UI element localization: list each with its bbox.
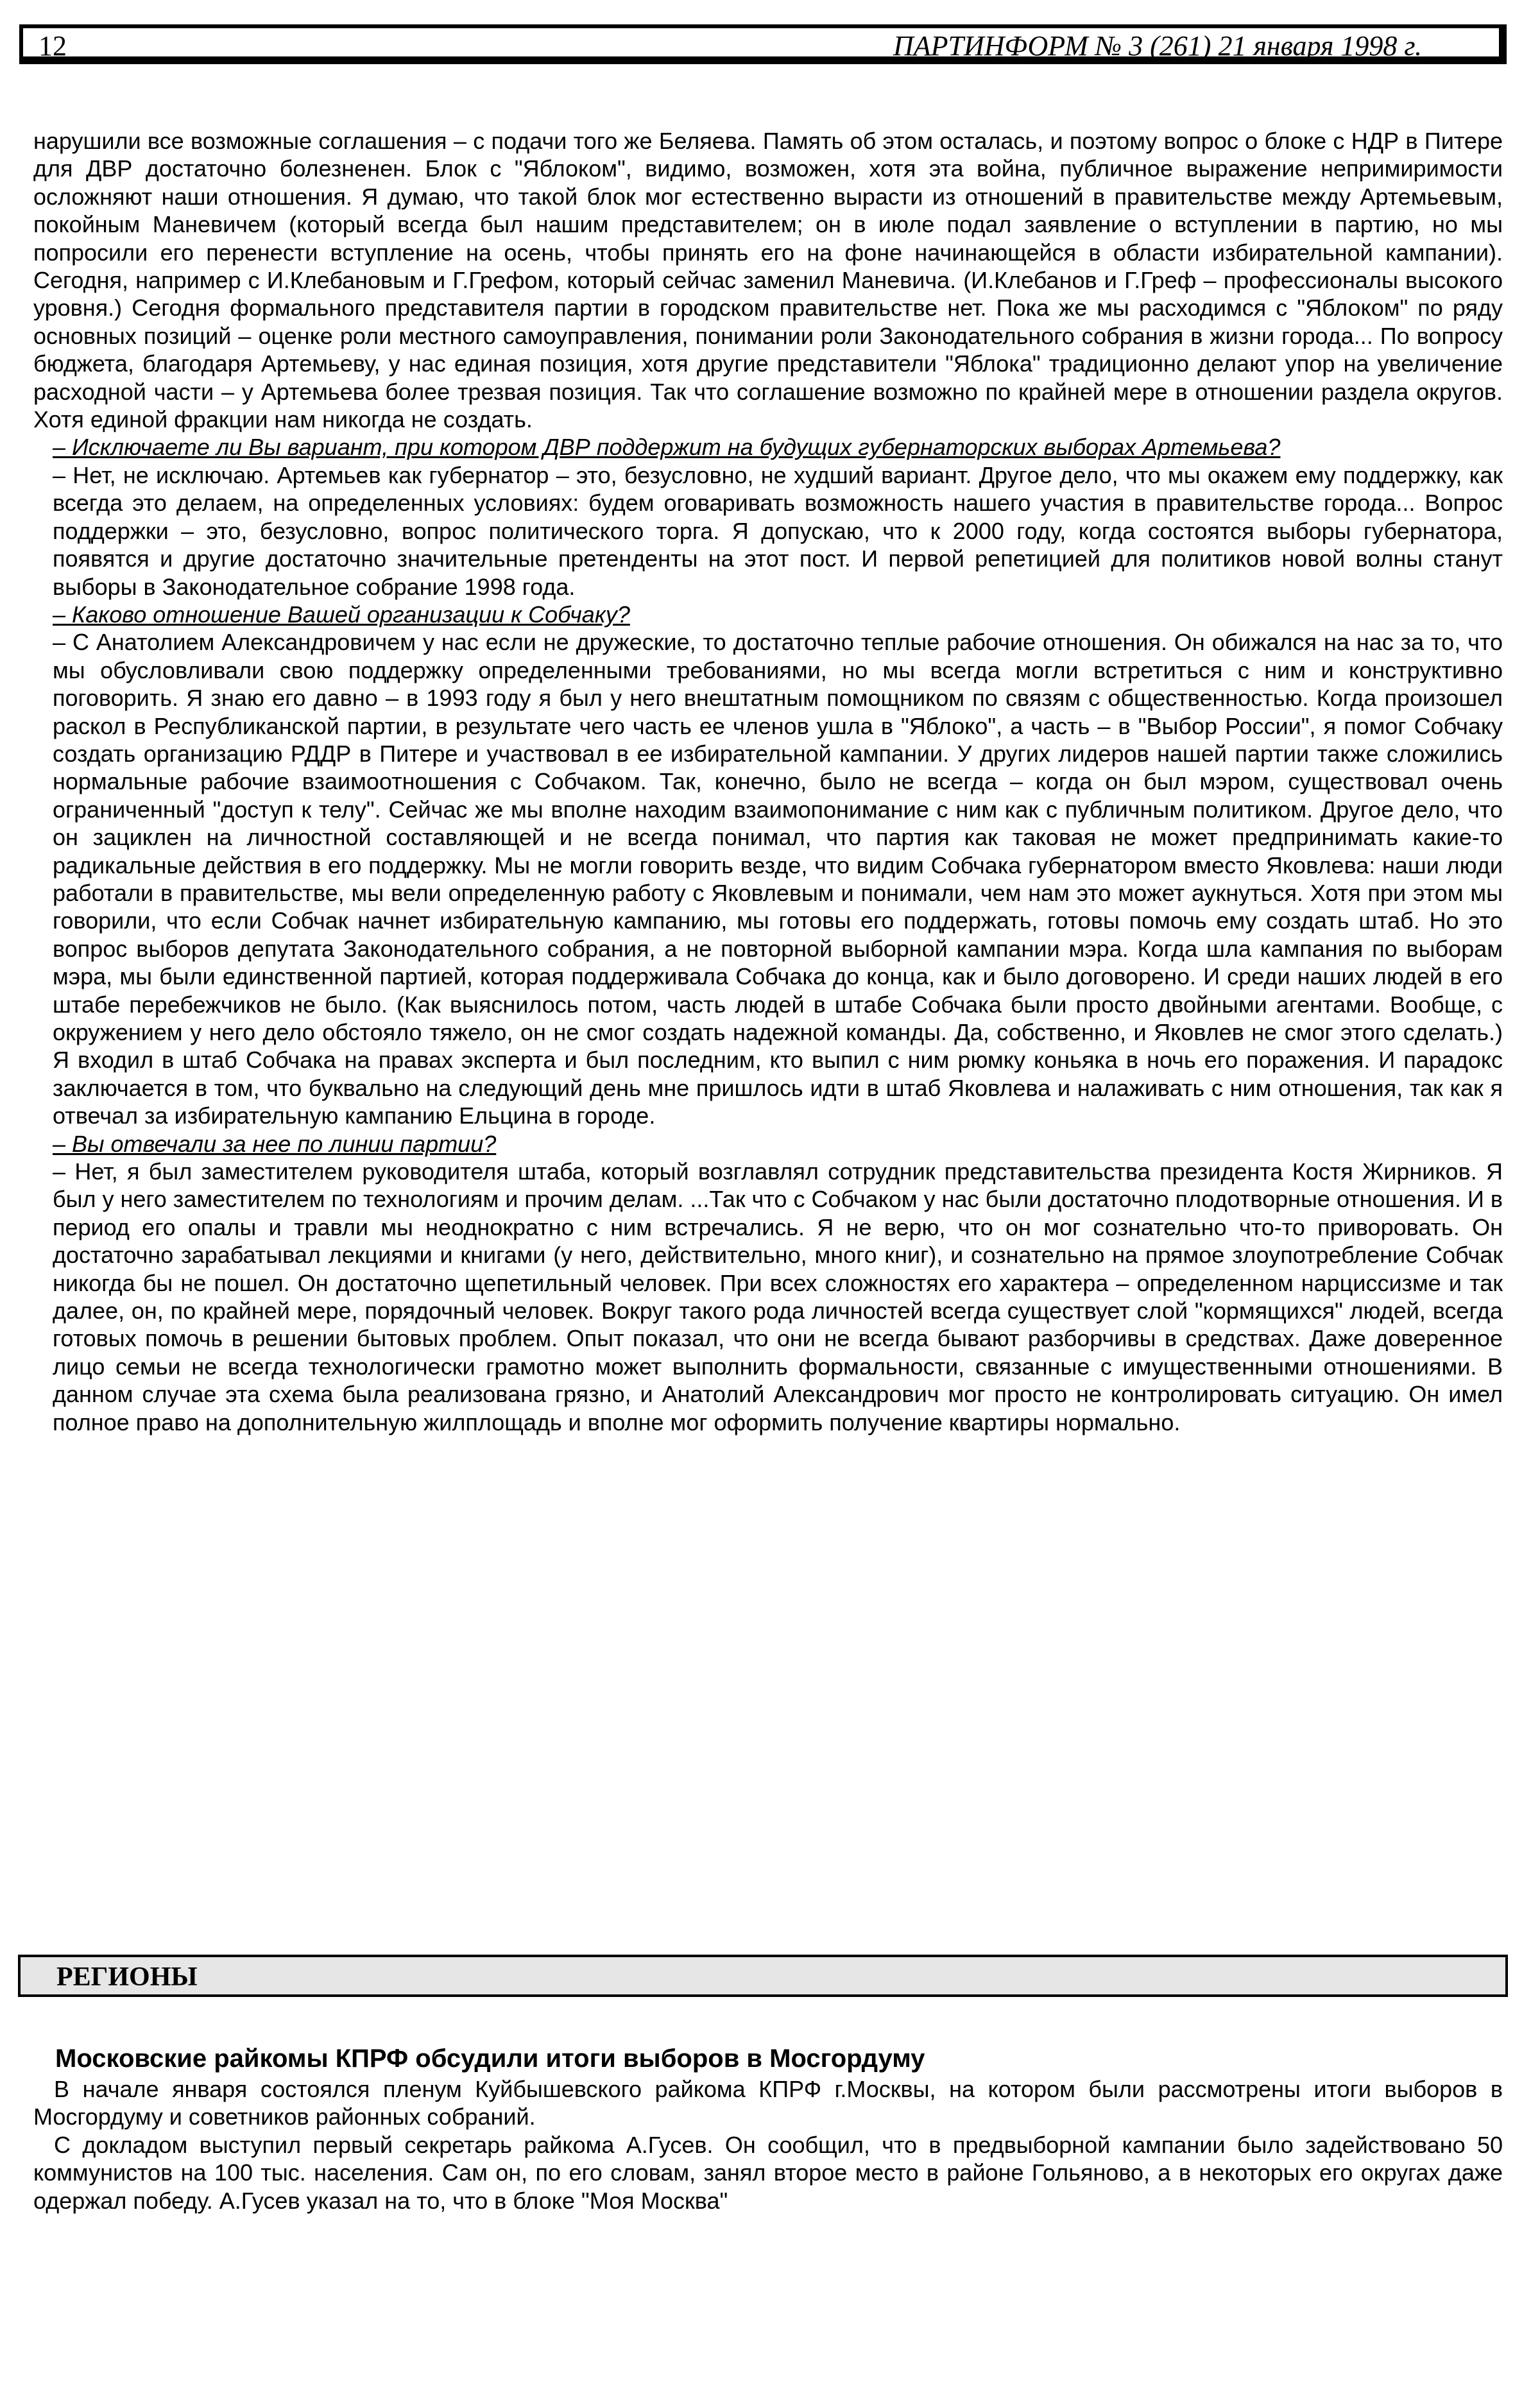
- article-title: Московские райкомы КПРФ обсудили итоги выборов в Мосгордуму: [55, 2044, 925, 2073]
- issue-title: ПАРТИНФОРМ № 3 (261) 21 января 1998 г.: [893, 30, 1422, 62]
- article-body: [33, 2075, 1503, 2215]
- interview-paragraph: – Нет, я был заместителем руководителя штаба, который возглавлял сотрудник представительства президента Костя Жирников. Я был у него заместителем по технологиям и прочим делам. ...Так что с Собчаком у нас были достаточно плодотворные отношения. И в период его опалы и травли мы неоднократно с ним встречались. Я не верю, что он мог сознательно что-то приворовать. Он достаточно зарабатывал лекциями и книгами (у него, действительно, много книг), и сознательно на прямое злоупотребление Собчак никогда бы не пошел. Он достаточно щепетильный человек. При всех сложностях его характера – определенном нарциссизме и так далее, он, по крайней мере, порядочный человек. Вокруг такого рода личностей всегда существует слой "кормящихся" людей, всегда готовых помочь в решении бытовых проблем. Опыт показал, что они не всегда бывают разборчивы в средствах. Даже доверенное лицо семьи не всегда технологически грамотно может выполнить формальности, связанные с имущественными отношениями. В данном случае эта схема была реализована грязно, и Анатолий Александрович мог просто не контролировать ситуацию. Он имел полное право на дополнительную жилплощадь и вполне мог оформить получение квартиры нормально.: [53, 1158, 1503, 1435]
- page-header: [19, 24, 1507, 64]
- article-paragraph: С докладом выступил первый секретарь райкома А.Гусев. Он сообщил, что в предвыборной кампании было задействовано 50 коммунистов на 100 тыс. населения. Сам он, по его словам, занял второе место в районе Гольяново, а в некоторых его округах даже одержал победу. А.Гусев указал на то, что в блоке "Моя Москва": [33, 2131, 1503, 2214]
- interview-paragraph: – Нет, не исключаю. Артемьев как губернатор – это, безусловно, не худший вариант. Другое дело, что мы окажем ему поддержку, как всегда это делаем, на определенных условиях: будем оговаривать возможность нашего участия в правительстве города... Вопрос поддержки – это, безусловно, вопрос политического торга. Я допускаю, что к 2000 году, когда состоятся выборы губернатора, появятся и другие достаточно значительные претенденты на этот пост. И первой репетицией для политиков новой волны станут выборы в Законодательное собрание 1998 года.: [53, 461, 1503, 600]
- section-header: [18, 1955, 1508, 1997]
- section-label: РЕГИОНЫ: [56, 1962, 198, 1992]
- interview-text: [33, 127, 1503, 1436]
- interview-question: – Каково отношение Вашей организации к Собчаку?: [53, 601, 630, 628]
- interview-paragraph: нарушили все возможные соглашения – с подачи того же Беляева. Память об этом осталась, и поэтому вопрос о блоке с НДР в Питере для ДВР достаточно болезненен. Блок с "Яблоком", видимо, возможен, хотя эта война, публичное выражение непримиримости осложняют наши отношения. Я думаю, что такой блок мог естественно вырасти из отношений в правительстве между Артемьевым, покойным Маневичем (который всегда был нашим представителем; он в июле подал заявление о вступлении в партию, но мы попросили его перенести вступление на осень, чтобы принять его на фоне начинающейся в области избирательной кампании). Сегодня, например с И.Клебановым и Г.Грефом, который сейчас заменил Маневича. (И.Клебанов и Г.Греф – профессионалы высокого уровня.) Сегодня формального представителя партии в городском правительстве нет. Пока же мы расходимся с "Яблоком" по ряду основных позиций – оценке роли местного самоуправления, понимании роли Законодательного собрания в жизни города... По вопросу бюджета, благодаря Артемьеву, у нас единая позиция, хотя другие представители "Яблока" традиционно делают упор на увеличение расходной части – у Артемьева более трезвая позиция. Так что соглашение возможно по крайней мере в отношении раздела округов. Хотя единой фракции нам никогда не создать.: [33, 128, 1503, 433]
- page-number: 12: [38, 30, 67, 62]
- interview-question: – Вы отвечали за нее по линии партии?: [53, 1130, 497, 1157]
- interview-question: – Исключаете ли Вы вариант, при котором ДВР поддержит на будущих губернаторских выборах Артемьева?: [53, 434, 1281, 461]
- article-paragraph: В начале января состоялся пленум Куйбышевского райкома КПРФ г.Москвы, на котором были рассмотрены итоги выборов в Мосгордуму и советников районных собраний.: [33, 2076, 1503, 2130]
- interview-paragraph: – С Анатолием Александровичем у нас если не дружеские, то достаточно теплые рабочие отношения. Он обижался на нас за то, что мы обусловливали свою поддержку определенными требованиями, но мы всегда могли встретиться с ним и конструктивно поговорить. Я знаю его давно – в 1993 году я был у него внештатным помощником по связям с общественностью. Когда произошел раскол в Республиканской партии, в результате чего часть ее членов ушла в "Яблоко", а часть – в "Выбор России", я помог Собчаку создать организацию РДДР в Питере и участвовал в ее избирательной кампании. У других лидеров нашей партии также сложились нормальные рабочие взаимоотношения с Собчаком. Так, конечно, было не всегда – когда он был мэром, существовал очень ограниченный "доступ к телу". Сейчас же мы вполне находим взаимопонимание с ним как с публичным политиком. Другое дело, что он зациклен на личностной составляющей и не всегда понимал, что партия как таковая не может предпринимать какие-то радикальные действия в его поддержку. Мы не могли говорить везде, что видим Собчака губернатором вместо Яковлева: наши люди работали в правительстве, мы вели определенную работу с Яковлевым и понимали, чем нам это может аукнуться. Хотя при этом мы говорили, что если Собчак начнет избирательную кампанию, мы готовы его поддержать, готовы помочь ему создать штаб. Но это вопрос выборов депутата Законодательного собрания, а не повторной выборной кампании мэра. Когда шла кампания по выборам мэра, мы были единственной партией, которая поддерживала Собчака до конца, как и было договорено. И среди наших людей в его штабе перебежчиков не было. (Как выяснилось потом, часть людей в штабе Собчака были просто двойными агентами. Вообще, с окружением у него дело обстояло тяжело, он не смог создать надежной команды. Да, собственно, и Яковлев не смог этого сделать.) Я входил в штаб Собчака на правах эксперта и был последним, кто выпил с ним рюмку коньяка в ночь его поражения. И парадокс заключается в том, что буквально на следующий день мне пришлось идти в штаб Яковлева и налаживать с ним отношения, так как я отвечал за избирательную кампанию Ельцина в городе.: [53, 629, 1503, 1129]
